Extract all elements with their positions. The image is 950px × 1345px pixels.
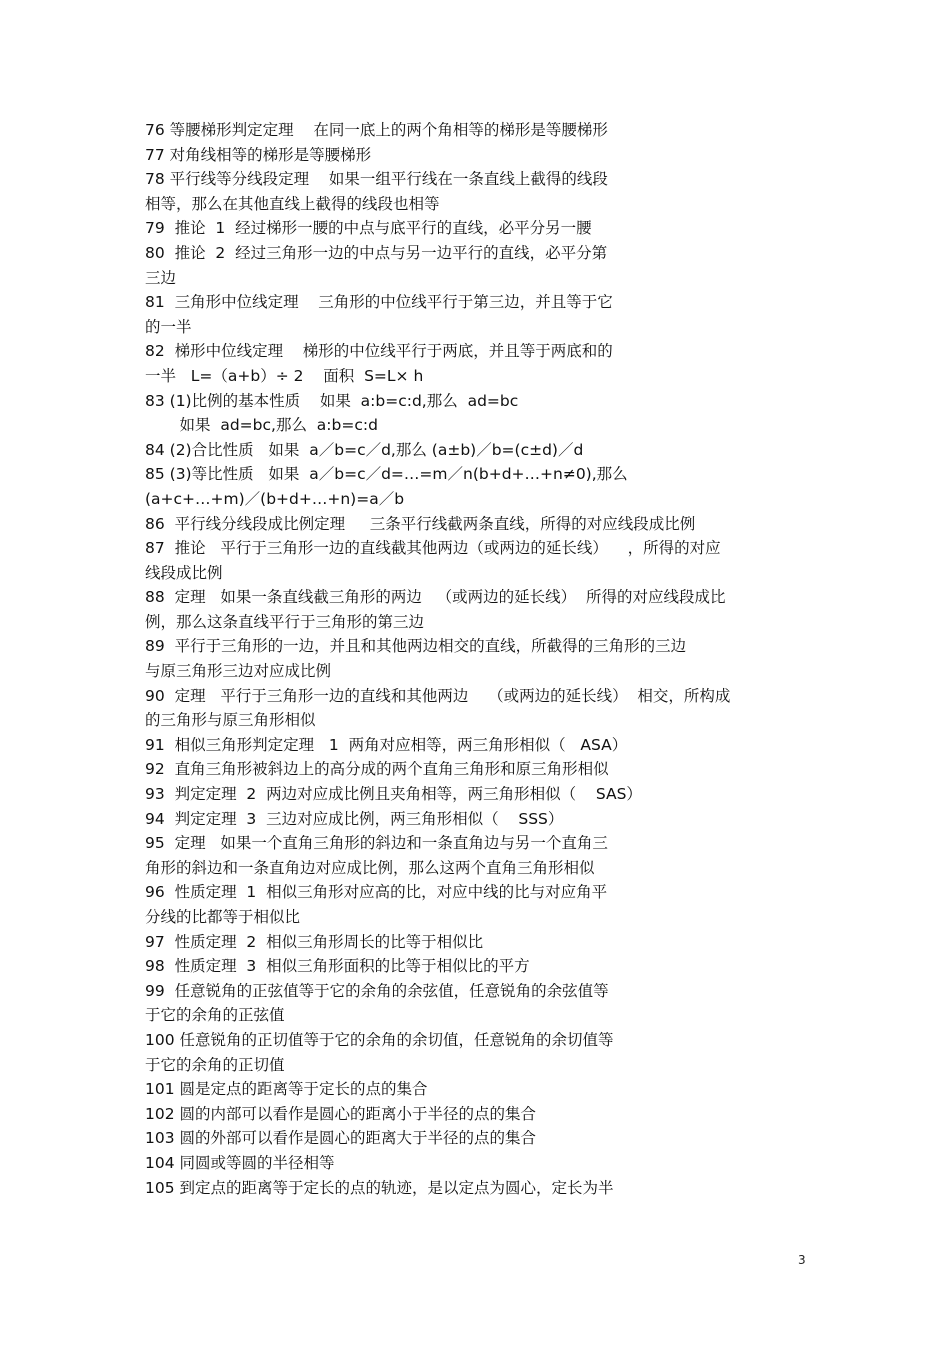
- text-line: 三边: [145, 268, 177, 287]
- text-line: 103 圆的外部可以看作是圆心的距离大于半径的点的集合: [145, 1129, 537, 1148]
- text-line: 93 判定定理 2 两边对应成比例且夹角相等，两三角形相似（ SAS）: [145, 785, 642, 804]
- text-line: 于它的余角的正切值: [145, 1055, 285, 1074]
- text-line: (a+c+…+m)／(b+d+…+n)=a／b: [145, 489, 405, 508]
- text-line: 99 任意锐角的正弦值等于它的余角的余弦值，任意锐角的余弦值等: [145, 981, 609, 1000]
- text-line: 105 到定点的距离等于定长的点的轨迹，是以定点为圆心，定长为半: [145, 1178, 614, 1197]
- text-line: 97 性质定理 2 相似三角形周长的比等于相似比: [145, 932, 484, 951]
- text-line: 91 相似三角形判定定理 1 两角对应相等，两三角形相似（ ASA）: [145, 735, 628, 754]
- text-line: 分线的比都等于相似比: [145, 908, 301, 926]
- text-line: 于它的余角的正弦值: [145, 1006, 285, 1025]
- text-line: 例，那么这条直线平行于三角形的第三边: [145, 612, 425, 631]
- text-line: 77 对角线相等的梯形是等腰梯形: [145, 145, 372, 164]
- text-line: 线段成比例: [145, 563, 223, 582]
- text-line: 86 平行线分线段成比例定理 三条平行线截两条直线，所得的对应线段成比例: [145, 514, 696, 533]
- text-line: 76 等腰梯形判定定理 在同一底上的两个角相等的梯形是等腰梯形: [145, 121, 608, 139]
- text-line: 78 平行线等分线段定理 如果一组平行线在一条直线上截得的线段: [145, 170, 608, 189]
- text-line: 101 圆是定点的距离等于定长的点的集合: [145, 1080, 428, 1099]
- text-line: 96 性质定理 1 相似三角形对应高的比，对应中线的比与对应角平: [145, 883, 608, 902]
- text-line: 81 三角形中位线定理 三角形的中位线平行于第三边，并且等于它: [145, 293, 613, 312]
- text-line: 88 定理 如果一条直线截三角形的两边 （或两边的延长线） 所得的对应线段成比: [145, 588, 726, 607]
- text-line: 85 (3)等比性质 如果 a／b=c／d=…=m／n(b+d+…+n≠0),那么: [145, 465, 628, 484]
- text-line: 87 推论 平行于三角形一边的直线截其他两边（或两边的延长线） ，所得的对应: [145, 539, 721, 558]
- page-number: 3: [798, 1253, 806, 1267]
- text-line: 100 任意锐角的正切值等于它的余角的余切值，任意锐角的余切值等: [145, 1030, 614, 1049]
- text-line: 的三角形与原三角形相似: [145, 711, 316, 730]
- text-line: 104 同圆或等圆的半径相等: [145, 1153, 335, 1172]
- text-line: 102 圆的内部可以看作是圆心的距离小于半径的点的集合: [145, 1104, 537, 1123]
- text-line: 95 定理 如果一个直角三角形的斜边和一条直角边与另一个直角三: [145, 834, 608, 853]
- text-line: 一半 L=（a+b）÷ 2 面积 S=L× h: [145, 366, 424, 385]
- text-line: 82 梯形中位线定理 梯形的中位线平行于两底，并且等于两底和的: [145, 342, 613, 361]
- text-line: 如果 ad=bc,那么 a:b=c:d: [145, 416, 378, 435]
- text-line: 的一半: [145, 317, 192, 336]
- text-body: [145, 118, 825, 1200]
- text-line: 与原三角形三边对应成比例: [145, 662, 332, 681]
- text-line: 84 (2)合比性质 如果 a／b=c／d,那么 (a±b)／b=(c±d)／d: [145, 440, 584, 459]
- text-line: 90 定理 平行于三角形一边的直线和其他两边 （或两边的延长线） 相交，所构成: [145, 686, 731, 705]
- text-line: 相等，那么在其他直线上截得的线段也相等: [145, 194, 440, 213]
- text-line: 80 推论 2 经过三角形一边的中点与另一边平行的直线，必平分第: [145, 243, 608, 262]
- text-line: 79 推论 1 经过梯形一腰的中点与底平行的直线，必平分另一腰: [145, 219, 592, 238]
- text-line: 角形的斜边和一条直角边对应成比例，那么这两个直角三角形相似: [145, 858, 595, 877]
- text-line: 89 平行于三角形的一边，并且和其他两边相交的直线，所截得的三角形的三边: [145, 637, 687, 656]
- text-line: 98 性质定理 3 相似三角形面积的比等于相似比的平方: [145, 957, 530, 976]
- text-line: 83 (1)比例的基本性质 如果 a:b=c:d,那么 ad=bc: [145, 391, 519, 410]
- text-line: 94 判定定理 3 三边对应成比例，两三角形相似（ SSS）: [145, 809, 564, 828]
- text-line: 92 直角三角形被斜边上的高分成的两个直角三角形和原三角形相似: [145, 760, 609, 779]
